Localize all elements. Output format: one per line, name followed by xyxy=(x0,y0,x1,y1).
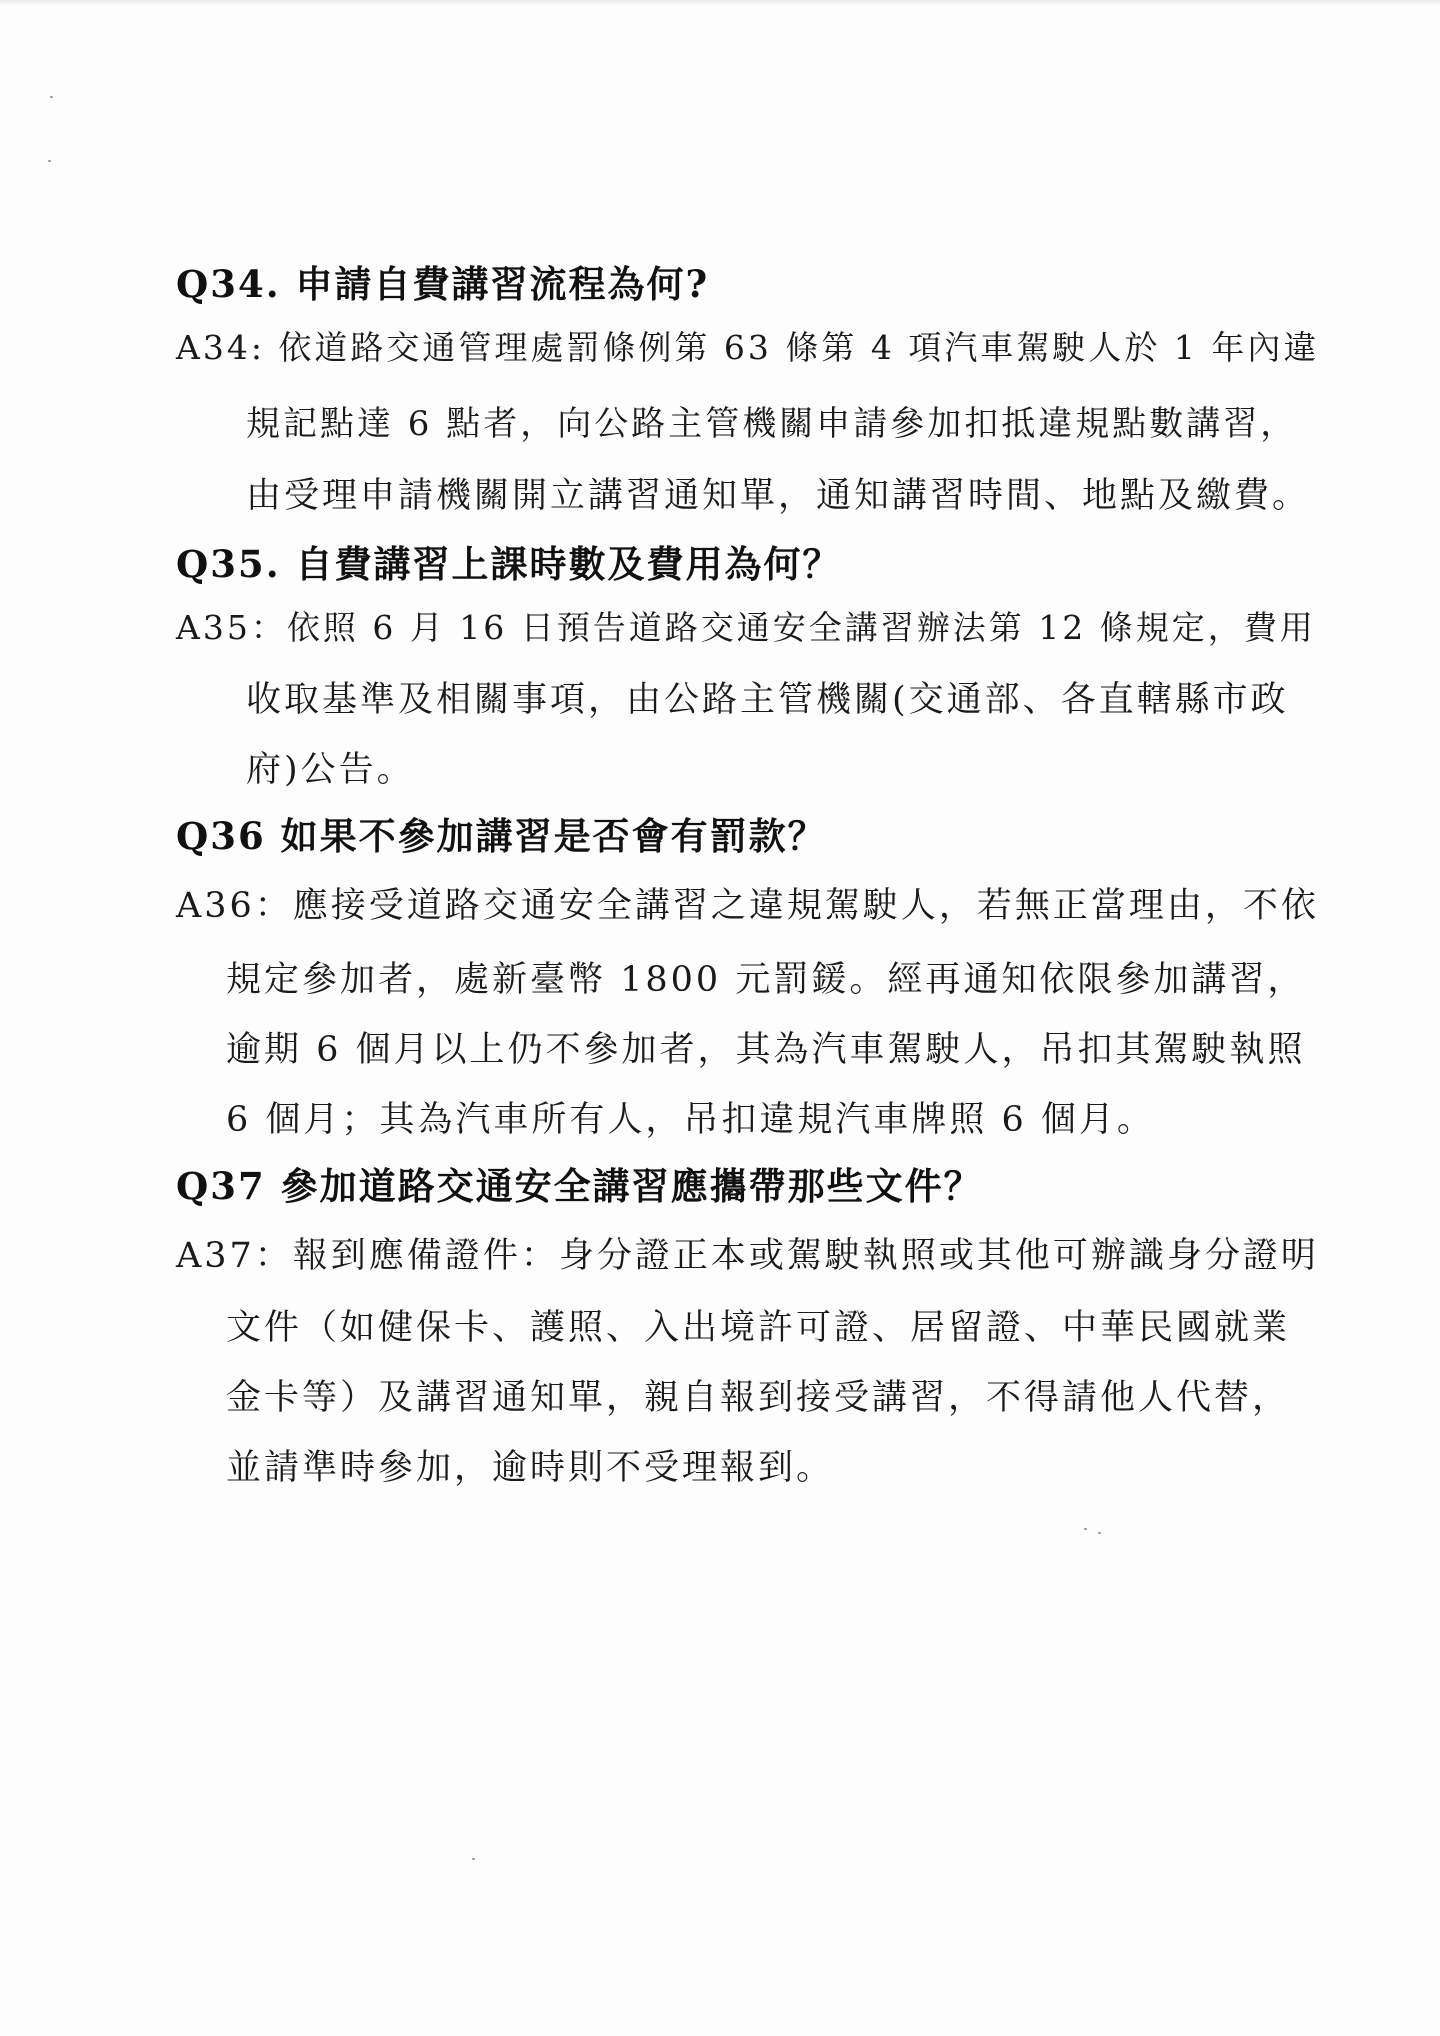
answer-line: A35：依照 6 月 16 日預告道路交通安全講習辦法第 12 條規定，費用 xyxy=(176,608,1316,647)
scan-speck xyxy=(1084,1528,1087,1530)
question-heading: Q36 如果不參加講習是否會有罰款？ xyxy=(176,814,827,858)
question-heading: Q35. 自費講習上課時數及費用為何？ xyxy=(176,542,842,586)
scan-edge xyxy=(0,0,1440,6)
answer-line: 金卡等）及講習通知單，親自報到接受講習，不得請他人代替， xyxy=(226,1378,1291,1418)
question-heading: Q37 參加道路交通安全講習應攜帶那些文件？ xyxy=(176,1164,983,1208)
answer-line: 由受理申請機關開立講習通知單，通知講習時間、地點及繳費。 xyxy=(246,476,1311,516)
answer-line: 收取基準及相關事項，由公路主管機關(交通部、各直轄縣市政 xyxy=(246,680,1289,720)
answer-line: 府)公告。 xyxy=(246,750,415,790)
answer-line: 逾期 6 個月以上仍不參加者，其為汽車駕駛人，吊扣其駕駛執照 xyxy=(226,1030,1306,1070)
scan-speck xyxy=(48,160,51,162)
question-heading: Q34. 申請自費講習流程為何? xyxy=(176,262,710,306)
answer-line: 6 個月；其為汽車所有人，吊扣違規汽車牌照 6 個月。 xyxy=(226,1100,1155,1140)
scan-speck xyxy=(472,1858,475,1860)
answer-line: 並請準時參加，逾時則不受理報到。 xyxy=(226,1448,835,1488)
answer-line: A37：報到應備證件：身分證正本或駕駛執照或其他可辦識身分證明 xyxy=(176,1236,1319,1276)
scan-speck xyxy=(1098,1532,1101,1534)
answer-line: A36：應接受道路交通安全講習之違規駕駛人，若無正當理由，不依 xyxy=(176,886,1319,926)
answer-line: 規定參加者，處新臺幣 1800 元罰鍰。經再通知依限參加講習， xyxy=(226,960,1306,1000)
scan-speck xyxy=(50,96,53,98)
answer-line: A34: 依道路交通管理處罰條例第 63 條第 4 項汽車駕駛人於 1 年內違 xyxy=(176,328,1320,367)
answer-line: 規記點達 6 點者，向公路主管機關申請參加扣抵違規點數講習， xyxy=(246,404,1298,444)
answer-line: 文件（如健保卡、護照、入出境許可證、居留證、中華民國就業 xyxy=(226,1308,1291,1348)
